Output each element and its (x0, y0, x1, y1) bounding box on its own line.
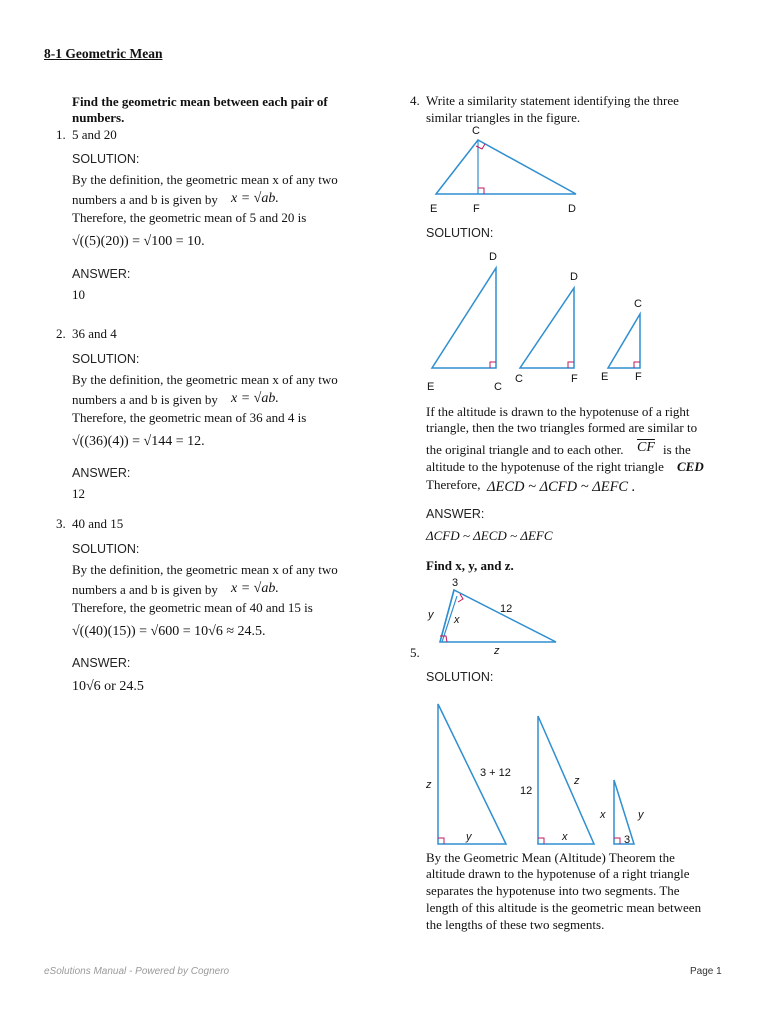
triangle-medium (538, 716, 594, 844)
vertex-label: C (494, 381, 502, 393)
definition-line: By the definition, the geometric mean x of any two (72, 562, 338, 577)
vertex-label: E (430, 203, 438, 215)
definition-line: numbers a and b is given by (72, 392, 218, 407)
solution-label: SOLUTION: (72, 542, 140, 556)
problem-prompt: 36 and 4 (72, 326, 117, 341)
instruction: Find the geometric mean between each pair of numbers. (72, 94, 328, 125)
explanation-line: the lengths of these two segments. (426, 917, 605, 932)
right-angle-mark (614, 838, 620, 844)
vertex-label: C (472, 125, 480, 137)
segment-label: 3 (452, 577, 459, 589)
segment-cf: $\overline{CF}$ (637, 440, 655, 455)
segment-label: x (454, 614, 460, 626)
explanation-line: altitude to the hypotenuse of the right triangle (426, 459, 664, 474)
vertex-label: D (489, 251, 497, 263)
problem-heading: Find x, y, and z. (426, 558, 514, 573)
triangle-name: CED (677, 459, 704, 474)
definition-line: numbers a and b is given by (72, 192, 218, 207)
explanation-line: Therefore, (426, 477, 481, 492)
math-expression: √((5)(20)) = √100 = 10. (72, 234, 205, 249)
side-label: 12 (520, 785, 533, 797)
therefore-line: Therefore, the geometric mean of 5 and 20 is (72, 210, 307, 225)
vertex-label: F (635, 371, 642, 383)
triangle-ecd (436, 140, 576, 194)
answer-label: ANSWER: (72, 656, 131, 670)
therefore-line: Therefore, the geometric mean of 36 and 4 is (72, 410, 307, 425)
explanation-line: is the (663, 442, 691, 457)
formula: x = √ab. (231, 191, 279, 206)
formula: x = √ab. (231, 581, 279, 596)
answer-value: ΔCFD ~ ΔECD ~ ΔEFC (426, 528, 553, 543)
problem-number: 3. (56, 516, 66, 531)
side-label: x (600, 809, 606, 821)
triangle-figure-xyz (420, 574, 570, 658)
vertex-label: F (571, 373, 578, 385)
vertex-label: D (568, 203, 576, 215)
problem-prompt: 40 and 15 (72, 516, 124, 531)
definition-line: numbers a and b is given by (72, 582, 218, 597)
leg-y (440, 590, 454, 642)
right-angle-mark (478, 188, 484, 194)
explanation-line: triangle, then the two triangles formed are similar to (426, 420, 698, 435)
triangle-ecd (432, 268, 496, 368)
vertex-label: E (427, 381, 435, 393)
problem-number: 1. (56, 127, 66, 142)
side-label: y (466, 831, 472, 843)
similar-triangles-figure (420, 246, 660, 394)
right-angle-mark (438, 838, 444, 844)
page-number: Page 1 (690, 966, 722, 977)
right-angle-mark (458, 594, 463, 602)
problem-prompt: Write a similarity statement identifying the three (426, 93, 679, 108)
segment-label: z (494, 645, 500, 657)
side-label: z (574, 775, 580, 787)
vertex-label: C (515, 373, 523, 385)
explanation-line: altitude drawn to the hypotenuse of a right triangle (426, 866, 690, 881)
explanation-line: By the Geometric Mean (Altitude) Theorem the (426, 850, 675, 865)
side-label: y (638, 809, 644, 821)
definition-line: By the definition, the geometric mean x of any two (72, 172, 338, 187)
explanation-line: length of this altitude is the geometric mean between (426, 900, 702, 915)
segment-label: y (428, 609, 434, 621)
math-expression: √((36)(4)) = √144 = 12. (72, 434, 205, 449)
vertex-label: F (473, 203, 480, 215)
answer-label: ANSWER: (426, 507, 485, 521)
right-angle-mark (490, 362, 496, 368)
definition-line: By the definition, the geometric mean x of any two (72, 372, 338, 387)
problem-number: 2. (56, 326, 66, 341)
vertex-label: D (570, 271, 578, 283)
therefore-line: Therefore, the geometric mean of 40 and 15 is (72, 600, 313, 615)
triangle-cfd (520, 288, 574, 368)
formula: x = √ab. (231, 391, 279, 406)
footer-publisher: eSolutions Manual - Powered by Cognero (44, 966, 230, 977)
vertex-label: E (601, 371, 609, 383)
right-angle-mark (634, 362, 640, 368)
similarity-statement: ΔECD ~ ΔCFD ~ ΔEFC . (487, 479, 636, 495)
right-angle-mark (538, 838, 544, 844)
side-label: x (562, 831, 568, 843)
answer-label: ANSWER: (72, 466, 131, 480)
triangle-efc (608, 314, 640, 368)
triangle-figure-ecd (420, 124, 590, 216)
problem-prompt: 5 and 20 (72, 127, 117, 142)
segment-label: 12 (500, 603, 513, 615)
answer-value: 10 (72, 287, 85, 302)
answer-label: ANSWER: (72, 267, 131, 281)
side-label: z (426, 779, 432, 791)
side-label: 3 + 12 (480, 767, 511, 779)
explanation-line: separates the hypotenuse into two segments. The (426, 883, 680, 898)
explanation-line: the original triangle and to each other. (426, 442, 624, 457)
vertex-label: C (634, 298, 642, 310)
solution-label: SOLUTION: (72, 352, 140, 366)
problem-prompt: similar triangles in the figure. (426, 110, 581, 125)
right-angle-mark (476, 144, 485, 149)
problem-number: 4. (410, 93, 420, 108)
solution-label: SOLUTION: (72, 152, 140, 166)
answer-value: 10√6 or 24.5 (72, 679, 144, 694)
solution-label: SOLUTION: (426, 670, 494, 684)
answer-value: 12 (72, 486, 85, 501)
right-angle-mark (568, 362, 574, 368)
page-title: 8-1 Geometric Mean (44, 46, 163, 61)
solution-label: SOLUTION: (426, 226, 494, 240)
solution-triangles-figure (420, 694, 670, 846)
side-label: 3 (624, 834, 631, 846)
problem-number: 5. (410, 645, 420, 660)
math-expression: √((40)(15)) = √600 = 10√6 ≈ 24.5. (72, 624, 266, 639)
explanation-line: If the altitude is drawn to the hypotenuse of a right (426, 404, 690, 419)
